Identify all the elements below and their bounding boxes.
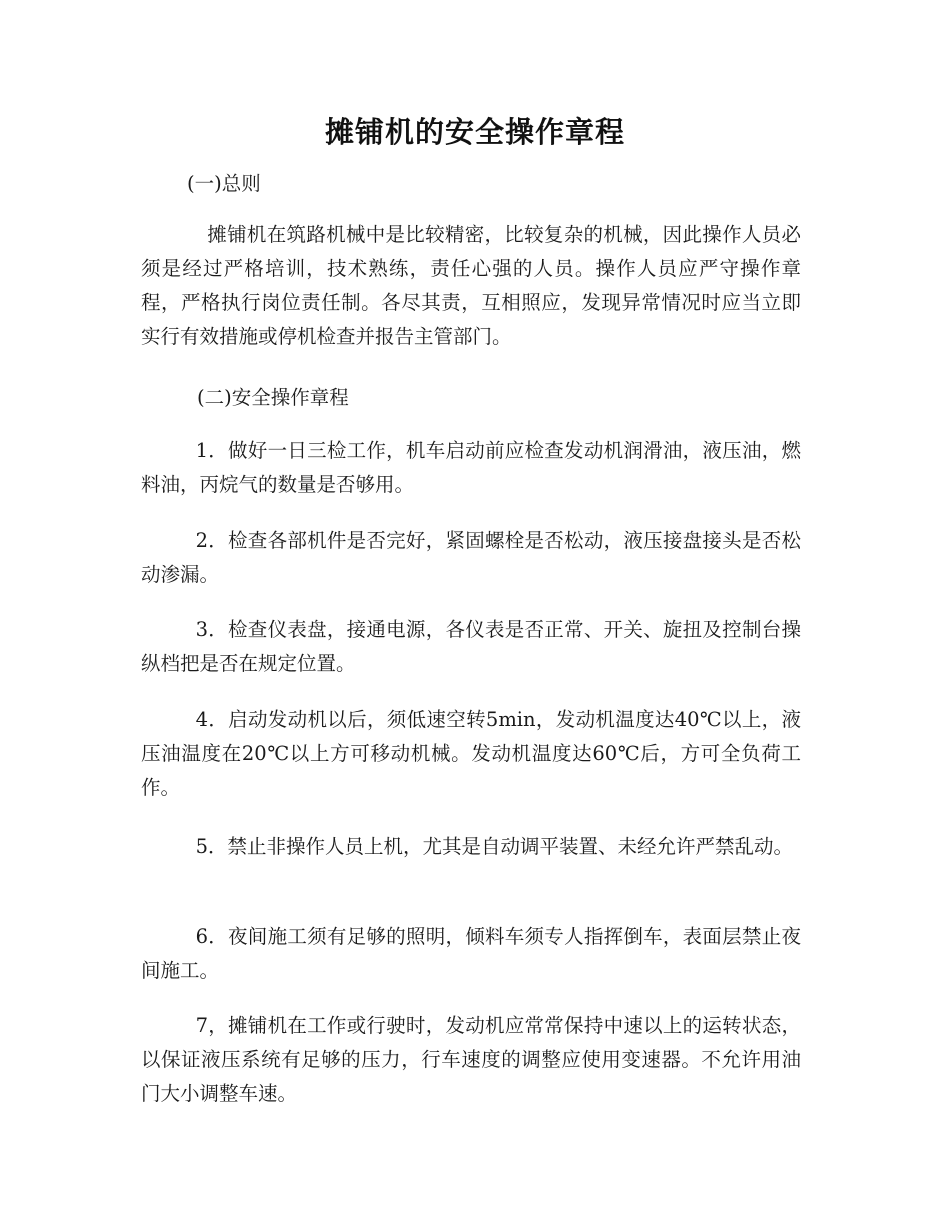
rule-item-7: 7，摊铺机在工作或行驶时，发动机应常常保持中速以上的运转状态，以保证液压系统有足够的压力，行车速度的调整应使用变速器。不允许用油门大小调整车速。 xyxy=(141,1014,801,1105)
rule-item-1: 1．做好一日三检工作，机车启动前应检查发动机润滑油，液压油，燃料油，丙烷气的数量是否够用。 xyxy=(141,439,801,496)
rule-item-4: 4．启动发动机以后，须低速空转5min，发动机温度达40℃以上，液压油温度在20℃以上方可移动机械。发动机温度达60℃后，方可全负荷工作。 xyxy=(141,708,801,799)
general-paragraph: 摊铺机在筑路机械中是比较精密，比较复杂的机械，因此操作人员必须是经过严格培训，技术熟练，责任心强的人员。操作人员应严守操作章程，严格执行岗位责任制。各尽其责，互相照应，发现异常情况时应当立即实行有效措施或停机检查并报告主管部门。 xyxy=(141,223,801,348)
section-heading-general: (一)总则 xyxy=(187,172,261,195)
rule-item-5: 5．禁止非操作人员上机，尤其是自动调平装置、未经允许严禁乱动。 xyxy=(195,835,794,858)
rule-item-2: 2．检查各部机件是否完好，紧固螺栓是否松动，液压接盘接头是否松动渗漏。 xyxy=(141,529,801,586)
document-title: 摊铺机的安全操作章程 xyxy=(324,115,625,149)
rule-item-3: 3．检查仪表盘，接通电源，各仪表是否正常、开关、旋扭及控制台操纵档把是否在规定位置。 xyxy=(141,618,801,675)
rule-item-6: 6．夜间施工须有足够的照明，倾料车须专人指挥倒车，表面层禁止夜间施工。 xyxy=(141,925,801,982)
section-heading-safety-rules: (二)安全操作章程 xyxy=(197,386,349,409)
